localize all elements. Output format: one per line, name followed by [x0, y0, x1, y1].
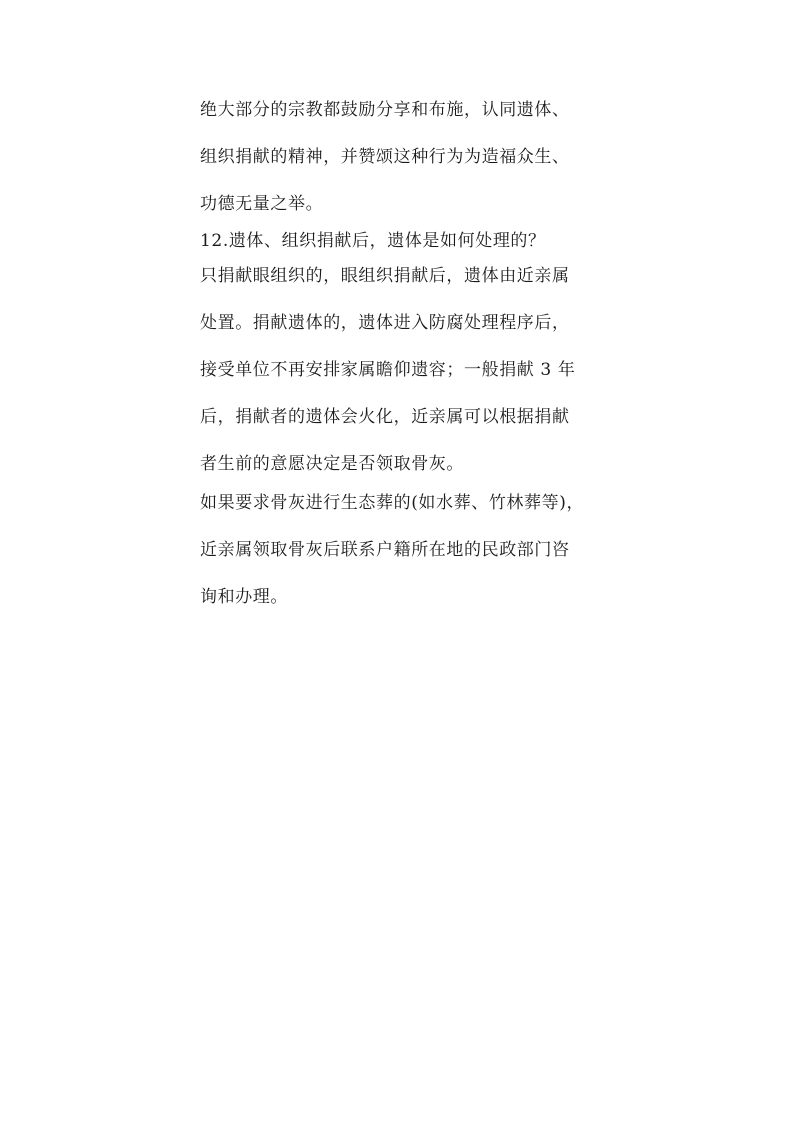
question-heading: 12.遗体、组织捐献后，遗体是如何处理的？: [200, 231, 546, 251]
text-line: 功德无量之举。: [200, 194, 324, 214]
text-line: 近亲属领取骨灰后联系户籍所在地的民政部门咨: [200, 540, 570, 560]
text-line: 接受单位不再安排家属瞻仰遗容；一般捐献 3 年: [200, 360, 576, 380]
text-line: 如果要求骨灰进行生态葬的(如水葬、竹林葬等)，: [200, 493, 585, 513]
text-line: 组织捐献的精神，并赞颂这种行为为造福众生、: [200, 147, 570, 167]
paragraph-religion: [200, 100, 600, 214]
text-line: 询和办理。: [200, 587, 288, 607]
paragraph-ecological-burial: [200, 493, 600, 607]
text-line: 后，捐献者的遗体会火化，近亲属可以根据捐献: [200, 407, 570, 427]
document-body: [200, 100, 600, 607]
text-line: 处置。捐献遗体的，遗体进入防腐处理程序后，: [200, 313, 570, 333]
text-line: 绝大部分的宗教都鼓励分享和布施，认同遗体、: [200, 100, 570, 120]
paragraph-answer: [200, 266, 600, 474]
text-line: 只捐献眼组织的，眼组织捐献后，遗体由近亲属: [200, 266, 570, 286]
text-line: 者生前的意愿决定是否领取骨灰。: [200, 454, 464, 474]
